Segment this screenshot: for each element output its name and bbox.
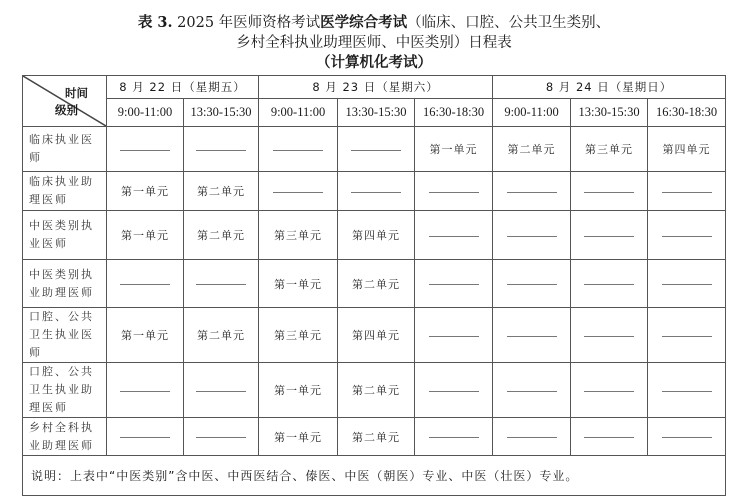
no-exam-cell: [107, 127, 184, 172]
exam-unit-cell: 第一单元: [415, 127, 493, 172]
row-level-label: 乡村全科执业助理医师: [23, 418, 107, 456]
empty-dash-marker: [273, 192, 323, 193]
exam-unit-cell: 第三单元: [571, 127, 648, 172]
exam-unit-cell: 第三单元: [259, 308, 338, 363]
title-line-1: [0, 13, 748, 33]
empty-dash-marker: [507, 284, 557, 285]
no-exam-cell: [493, 363, 571, 418]
corner-header-cell: [23, 76, 107, 127]
time-slot-header: 13:30-15:30: [184, 99, 259, 127]
empty-dash-marker: [507, 192, 557, 193]
title-categories-part1: （临床、口腔、公共卫生类别、: [407, 15, 611, 31]
table-row: [23, 172, 726, 211]
empty-dash-marker: [507, 391, 557, 392]
empty-dash-marker: [662, 336, 712, 337]
empty-dash-marker: [507, 236, 557, 237]
title-line-2: 乡村全科执业助理医师、中医类别）日程表: [236, 35, 512, 51]
time-slot-header: 9:00-11:00: [107, 99, 184, 127]
title-year-text: 2025 年医师资格考试: [172, 15, 321, 31]
empty-dash-marker: [196, 150, 246, 151]
row-level-label: 临床执业助理医师: [23, 172, 107, 211]
empty-dash-marker: [120, 284, 170, 285]
exam-unit-cell: 第二单元: [338, 363, 415, 418]
row-level-label: 口腔、公共卫生执业医师: [23, 308, 107, 363]
empty-dash-marker: [351, 192, 401, 193]
empty-dash-marker: [429, 236, 479, 237]
no-exam-cell: [493, 172, 571, 211]
table-row: [23, 127, 726, 172]
exam-unit-cell: 第二单元: [493, 127, 571, 172]
date-header-row: [23, 76, 726, 99]
empty-dash-marker: [507, 336, 557, 337]
exam-unit-cell: 第一单元: [259, 260, 338, 308]
exam-unit-cell: 第二单元: [184, 172, 259, 211]
no-exam-cell: [259, 127, 338, 172]
no-exam-cell: [493, 308, 571, 363]
exam-unit-cell: 第四单元: [338, 308, 415, 363]
title-subtitle: （计算机化考试）: [316, 54, 432, 71]
document-title: [0, 13, 748, 73]
no-exam-cell: [338, 172, 415, 211]
no-exam-cell: [415, 363, 493, 418]
time-slot-header: 9:00-11:00: [493, 99, 571, 127]
empty-dash-marker: [196, 284, 246, 285]
empty-dash-marker: [351, 150, 401, 151]
empty-dash-marker: [120, 437, 170, 438]
date-header-aug22: 8 月 22 日（星期五）: [107, 76, 259, 99]
empty-dash-marker: [584, 437, 634, 438]
empty-dash-marker: [507, 437, 557, 438]
empty-dash-marker: [584, 336, 634, 337]
exam-unit-cell: 第三单元: [259, 211, 338, 260]
table-row: [23, 363, 726, 418]
empty-dash-marker: [196, 437, 246, 438]
row-level-label: 临床执业医师: [23, 127, 107, 172]
table-row: [23, 418, 726, 456]
no-exam-cell: [259, 172, 338, 211]
no-exam-cell: [571, 363, 648, 418]
empty-dash-marker: [662, 391, 712, 392]
no-exam-cell: [571, 211, 648, 260]
no-exam-cell: [493, 260, 571, 308]
no-exam-cell: [415, 211, 493, 260]
no-exam-cell: [415, 418, 493, 456]
exam-unit-cell: 第一单元: [259, 363, 338, 418]
empty-dash-marker: [584, 391, 634, 392]
no-exam-cell: [648, 363, 726, 418]
no-exam-cell: [415, 260, 493, 308]
time-slot-header: 13:30-15:30: [571, 99, 648, 127]
empty-dash-marker: [429, 437, 479, 438]
empty-dash-marker: [196, 391, 246, 392]
time-slot-header: 16:30-18:30: [648, 99, 726, 127]
empty-dash-marker: [429, 391, 479, 392]
time-slot-header: 9:00-11:00: [259, 99, 338, 127]
schedule-body: [23, 127, 726, 456]
table-note: 说明：上表中“中医类别”含中医、中西医结合、傣医、中医（朝医）专业、中医（壮医）专业。: [23, 456, 726, 496]
no-exam-cell: [107, 260, 184, 308]
row-level-label: 中医类别执业助理医师: [23, 260, 107, 308]
time-slot-header: 16:30-18:30: [415, 99, 493, 127]
no-exam-cell: [648, 172, 726, 211]
no-exam-cell: [648, 211, 726, 260]
date-header-aug24: 8 月 24 日（星期日）: [493, 76, 726, 99]
exam-unit-cell: 第二单元: [184, 308, 259, 363]
date-header-aug23: 8 月 23 日（星期六）: [259, 76, 493, 99]
no-exam-cell: [493, 211, 571, 260]
table-row: [23, 308, 726, 363]
no-exam-cell: [184, 260, 259, 308]
exam-unit-cell: 第一单元: [107, 211, 184, 260]
no-exam-cell: [415, 172, 493, 211]
exam-schedule-table: [22, 75, 726, 496]
exam-unit-cell: 第四单元: [338, 211, 415, 260]
no-exam-cell: [338, 127, 415, 172]
exam-unit-cell: 第四单元: [648, 127, 726, 172]
empty-dash-marker: [662, 236, 712, 237]
no-exam-cell: [648, 308, 726, 363]
no-exam-cell: [184, 418, 259, 456]
exam-unit-cell: 第二单元: [184, 211, 259, 260]
no-exam-cell: [493, 418, 571, 456]
empty-dash-marker: [429, 192, 479, 193]
table-row: [23, 260, 726, 308]
exam-unit-cell: 第一单元: [259, 418, 338, 456]
empty-dash-marker: [273, 150, 323, 151]
empty-dash-marker: [429, 336, 479, 337]
empty-dash-marker: [584, 284, 634, 285]
no-exam-cell: [571, 260, 648, 308]
no-exam-cell: [107, 418, 184, 456]
table-number: 表 3.: [137, 14, 173, 31]
empty-dash-marker: [120, 391, 170, 392]
empty-dash-marker: [429, 284, 479, 285]
no-exam-cell: [571, 308, 648, 363]
time-axis-label: 时间: [65, 86, 88, 100]
no-exam-cell: [415, 308, 493, 363]
empty-dash-marker: [120, 150, 170, 151]
time-slot-header-row: [23, 99, 726, 127]
no-exam-cell: [648, 418, 726, 456]
exam-unit-cell: 第一单元: [107, 172, 184, 211]
empty-dash-marker: [662, 192, 712, 193]
no-exam-cell: [648, 260, 726, 308]
row-level-label: 口腔、公共卫生执业助理医师: [23, 363, 107, 418]
time-slot-header: 13:30-15:30: [338, 99, 415, 127]
row-level-label: 中医类别执业医师: [23, 211, 107, 260]
no-exam-cell: [107, 363, 184, 418]
no-exam-cell: [184, 127, 259, 172]
exam-unit-cell: 第二单元: [338, 260, 415, 308]
title-exam-name: 医学综合考试: [320, 14, 408, 31]
exam-unit-cell: 第二单元: [338, 418, 415, 456]
diagonal-divider: [23, 76, 106, 126]
exam-unit-cell: 第一单元: [107, 308, 184, 363]
empty-dash-marker: [584, 192, 634, 193]
no-exam-cell: [184, 363, 259, 418]
no-exam-cell: [571, 172, 648, 211]
empty-dash-marker: [662, 284, 712, 285]
level-axis-label: 级别: [55, 103, 78, 117]
no-exam-cell: [571, 418, 648, 456]
empty-dash-marker: [662, 437, 712, 438]
table-row: [23, 211, 726, 260]
empty-dash-marker: [584, 236, 634, 237]
note-row: [23, 456, 726, 496]
